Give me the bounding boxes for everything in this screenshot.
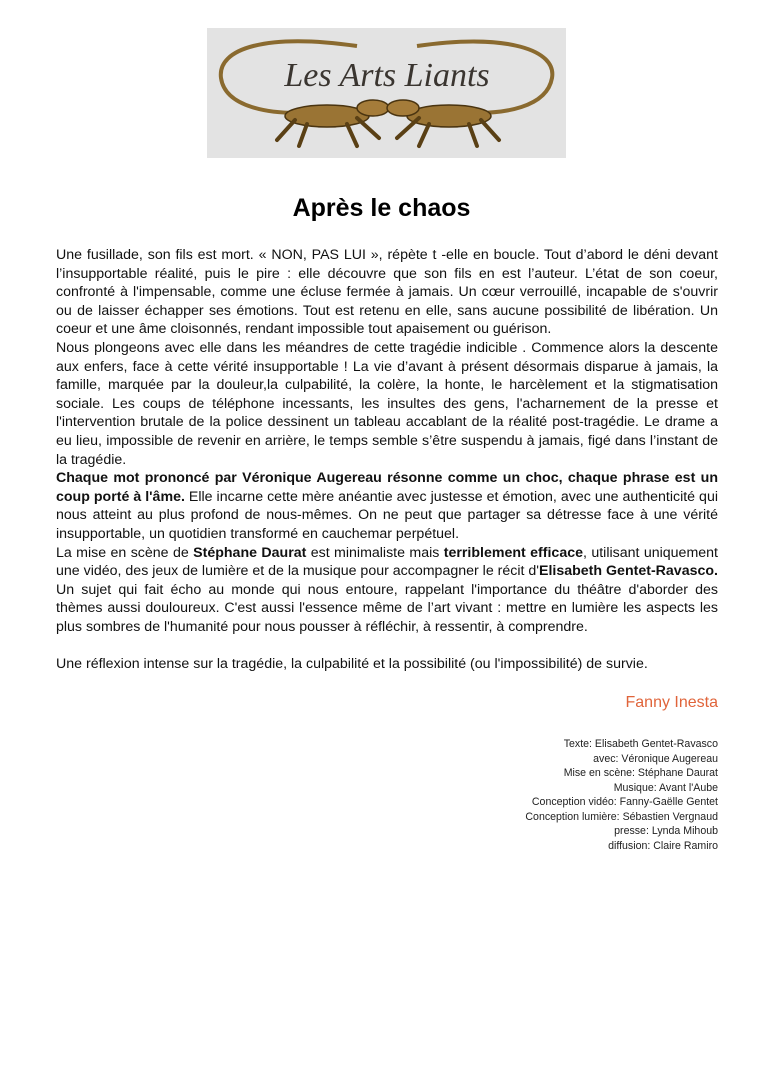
- credit-line: presse: Lynda Mihoub: [614, 825, 718, 837]
- article-body: [56, 246, 718, 674]
- emphasis-text: Stéphane Daurat: [193, 544, 307, 561]
- article-paragraph: [56, 581, 718, 637]
- svg-text:Les Arts Liants: Les Arts Liants: [284, 57, 490, 94]
- article-paragraph: [56, 544, 718, 581]
- emphasis-text: Elisabeth Gentet-Ravasco.: [539, 563, 718, 580]
- credit-line: avec: Véronique Augereau: [593, 752, 718, 765]
- article-paragraph: [56, 655, 718, 674]
- emphasis-text: terriblement efficace: [443, 544, 583, 561]
- credit-line: Mise en scène: Stéphane Daurat: [563, 767, 718, 779]
- credit-line: Texte: Elisabeth Gentet-Ravasco: [563, 738, 718, 750]
- article-author: Fanny Inesta: [625, 694, 718, 711]
- logo: [207, 28, 566, 158]
- article-paragraph: [56, 246, 718, 339]
- paragraph-text: Elle incarne cette mère anéantie avec justesse et émotion, avec une authenticité qui nous atteint au plus profond de nous-mêmes. On ne peut que partager sa détresse face à une vérité insupportable, un quotidien transformé en cauchemar perpétuel.: [56, 488, 718, 542]
- paragraph-text: La mise en scène de: [56, 544, 194, 561]
- credit-line: Conception lumière: Sébastien Vergnaud: [525, 810, 718, 823]
- paragraph-text: Une réflexion intense sur la tragédie, la culpabilité et la possibilité (ou l'impossibilité) de survie.: [56, 656, 648, 673]
- emphasis-text: Chaque mot prononcé par Véronique Augereau résonne comme un choc, chaque phrase est un coup porté à l'âme.: [56, 470, 718, 505]
- article-paragraph: [56, 469, 718, 543]
- credit-line: Conception vidéo: Fanny-Gaëlle Gentet: [531, 796, 718, 808]
- credits-list: [525, 737, 718, 853]
- article-paragraph: [56, 339, 718, 469]
- paragraph-text: est minimaliste mais: [306, 544, 444, 561]
- credit-line: Musique: Avant l'Aube: [613, 781, 718, 794]
- paragraph-text: Une fusillade, son fils est mort. « NON, PAS LUI », répète t -elle en boucle. Tout d’abord le déni devant l’insupportable réalité, puis le pire : elle découvre que son fils en est l’auteur. L’état de son coeur, confronté à l'impensable, comme une écluse fermée à jamais. Un cœur verrouillé, incapable de s'ouvrir ou de laisser échapper ses émotions. Tout est retenu en elle, sans aucune possibilité de libération. Un coeur et une âme cloisonnés, rendant impossible tout apaisement ou guérison.: [56, 247, 718, 338]
- paragraph-text: Un sujet qui fait écho au monde qui nous entoure, rappelant l'importance du théâtre d'aborder des thèmes aussi douloureux. C'est aussi l'essence même de l’art vivant : mettre en lumière les aspects les plus sombres de l'humanité pour nous pousser à réfléchir, à ressentir, à comprendre.: [56, 581, 718, 635]
- twin-lizards-logo-icon: [207, 28, 566, 158]
- paragraph-text: , utilisant uniquement une vidéo, des jeux de lumière et de la musique pour accompagner le récit d': [56, 544, 718, 580]
- article-title: Après le chaos: [292, 194, 471, 222]
- paragraph-text: Nous plongeons avec elle dans les méandres de cette tragédie indicible . Commence alors la descente aux enfers, face à cette vérité insupportable ! La vie d’avant à présent désormais disparue à jamais, la famille, marquée par la douleur,la culpabilité, la colère, la honte, le harcèlement et la stigmatisation sociale. Les coups de téléphone incessants, les insultes des gens, l'acharnement de la presse et l'intervention brutale de la police dessinent un tableau accablant de la réalité post-tragédie. Le drame a eu lieu, impossible de revenir en arrière, le temps semble s’être suspendu à jamais, figé dans l’instant de la tragédie.: [56, 339, 718, 468]
- credit-line: diffusion: Claire Ramiro: [608, 839, 718, 852]
